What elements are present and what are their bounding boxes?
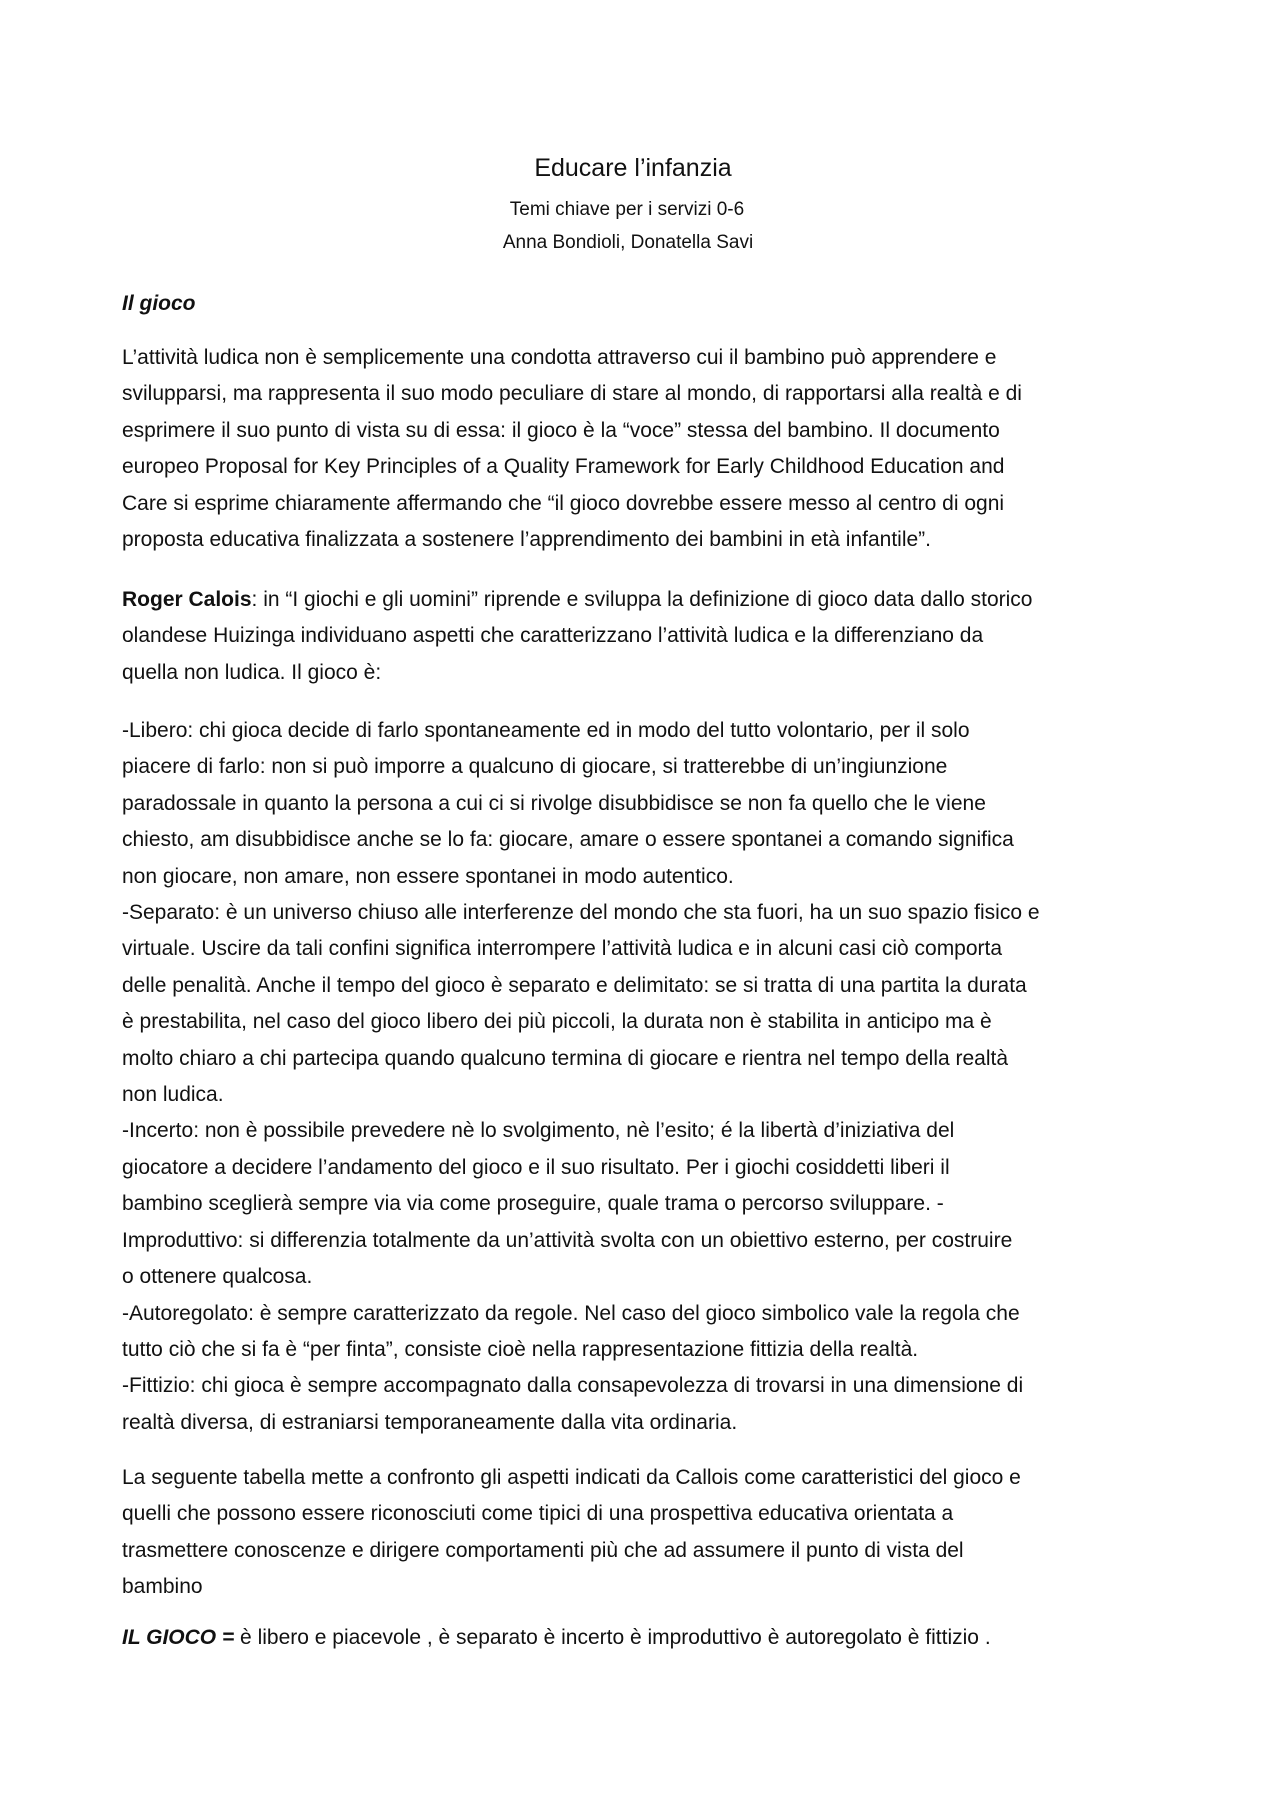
- section-heading: Il gioco: [122, 292, 196, 315]
- text-line: realtà diversa, di estraniarsi temporaneamente dalla vita ordinaria.: [122, 1410, 738, 1434]
- summary-label: IL GIOCO =: [122, 1626, 235, 1649]
- text-line: [122, 582, 1172, 618]
- text-line: piacere di farlo: non si può imporre a qualcuno di giocare, si tratterebbe di un’ingiunzione: [122, 755, 948, 779]
- paragraph-characteristics: [122, 713, 1172, 1441]
- text-line: giocatore a decidere l’andamento del gioco e il suo risultato. Per i giochi cosiddetti liberi il: [122, 1155, 950, 1179]
- text-line: La seguente tabella mette a confronto gli aspetti indicati da Callois come caratteristici del gioco e: [122, 1466, 1021, 1489]
- text-line: non ludica.: [122, 1083, 224, 1107]
- document-subtitle: Temi chiave per i servizi 0-6: [509, 199, 745, 220]
- author-name: Roger Calois: [122, 588, 252, 611]
- text-line: esprimere il suo punto di vista su di essa: il gioco è la “voce” stessa del bambino. Il documento: [122, 418, 1000, 442]
- text-line: o ottenere qualcosa.: [122, 1265, 313, 1289]
- text-line: -Fittizio: chi gioca è sempre accompagnato dalla consapevolezza di trovarsi in una dimensione di: [122, 1374, 1024, 1398]
- text-line: olandese Huizinga individuano aspetti che caratterizzano l’attività ludica e la differenziano da: [122, 624, 984, 648]
- text-line: proposta educativa finalizzata a sostenere l’apprendimento dei bambini in età infantile”.: [122, 528, 931, 552]
- text-line: chiesto, am disubbidisce anche se lo fa: giocare, amare o essere spontanei a comando significa: [122, 828, 1014, 852]
- paragraph-table-intro: [122, 1460, 1172, 1606]
- paragraph-intro: [122, 340, 1172, 558]
- text-line: virtuale. Uscire da tali confini significa interrompere l’attività ludica e in alcuni casi ciò comporta: [122, 937, 1003, 961]
- text-line: -Separato: è un universo chiuso alle interferenze del mondo che sta fuori, ha un suo spazio fisico e: [122, 901, 1040, 925]
- text-line: -Incerto: non è possibile prevedere nè lo svolgimento, nè l’esito; é la libertà d’iniziativa del: [122, 1119, 955, 1143]
- text-line: Improduttivo: si differenzia totalmente da un’attività svolta con un obiettivo esterno, per costruire: [122, 1228, 1013, 1252]
- text-fragment: è libero e piacevole , è separato è incerto è improduttivo è autoregolato è fittizio .: [234, 1626, 991, 1649]
- text-line: europeo Proposal for Key Principles of a Quality Framework for Early Childhood Education and: [122, 455, 1005, 479]
- text-line: -Libero: chi gioca decide di farlo spontaneamente ed in modo del tutto volontario, per il solo: [122, 719, 970, 742]
- text-line: [122, 1620, 1172, 1656]
- text-line: non giocare, non amare, non essere spontanei in modo autentico.: [122, 864, 734, 888]
- document-title: Educare l’infanzia: [534, 154, 732, 182]
- text-line: Care si esprime chiaramente affermando che “il gioco dovrebbe essere messo al centro di ogni: [122, 491, 1005, 515]
- text-line: svilupparsi, ma rappresenta il suo modo peculiare di stare al mondo, di rapportarsi alla realtà e di: [122, 382, 1022, 406]
- text-line: -Autoregolato: è sempre caratterizzato da regole. Nel caso del gioco simbolico vale la regola che: [122, 1301, 1020, 1325]
- text-line: L’attività ludica non è semplicemente una condotta attraverso cui il bambino può apprendere e: [122, 346, 997, 369]
- document-authors: Anna Bondioli, Donatella Savi: [502, 232, 754, 253]
- text-line: delle penalità. Anche il tempo del gioco è separato e delimitato: se si tratta di una partita la durata: [122, 973, 1027, 997]
- text-fragment: : in “I giochi e gli uomini” riprende e sviluppa la definizione di gioco data dallo storico: [251, 588, 1033, 611]
- text-line: quella non ludica. Il gioco è:: [122, 660, 382, 684]
- text-line: trasmettere conoscenze e dirigere comportamenti più che ad assumere il punto di vista del: [122, 1538, 964, 1562]
- text-line: paradossale in quanto la persona a cui ci si rivolge disubbidisce se non fa quello che le viene: [122, 791, 986, 815]
- text-line: tutto ciò che si fa è “per finta”, consiste cioè nella rappresentazione fittizia della realtà.: [122, 1337, 919, 1361]
- paragraph-summary: [122, 1620, 1172, 1656]
- paragraph-calois: [122, 582, 1172, 691]
- text-line: bambino sceglierà sempre via via come proseguire, quale trama o percorso sviluppare. -: [122, 1192, 944, 1216]
- text-line: molto chiaro a chi partecipa quando qualcuno termina di giocare e rientra nel tempo della realtà: [122, 1046, 1009, 1070]
- text-line: bambino: [122, 1575, 203, 1599]
- text-line: quelli che possono essere riconosciuti come tipici di una prospettiva educativa orientata a: [122, 1502, 954, 1526]
- text-line: è prestabilita, nel caso del gioco libero dei più piccoli, la durata non è stabilita in anticipo ma è: [122, 1010, 992, 1034]
